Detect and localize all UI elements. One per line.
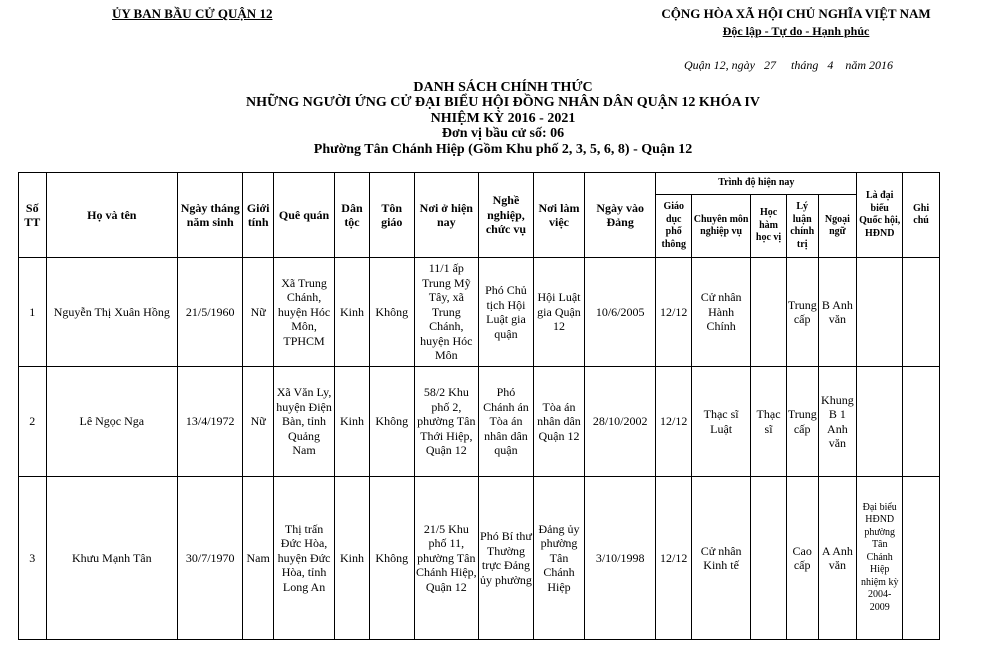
col-language: Ngoại ngữ (818, 195, 857, 258)
title-official-list: DANH SÁCH CHÍNH THỨC (413, 80, 593, 95)
cell-general-edu: 12/12 (656, 258, 692, 367)
cell-ethnicity: Kinh (335, 477, 370, 640)
cell-hometown: Xã Văn Ly, huyện Điện Bàn, tỉnh Quảng Nam (273, 367, 334, 477)
cell-workplace: Hội Luật gia Quận 12 (534, 258, 585, 367)
col-political: Lý luận chính trị (786, 195, 818, 258)
title-term: NHIỆM KỲ 2016 - 2021 (430, 110, 576, 126)
table-row (19, 258, 940, 367)
cell-job: Phó Bí thư Thường trực Đảng ủy phường (478, 477, 533, 640)
col-education-group: Trình độ hiện nay (656, 173, 857, 195)
cell-gender: Nữ (243, 367, 274, 477)
cell-stt: 2 (19, 367, 47, 477)
cell-note (903, 477, 940, 640)
cell-name: Nguyễn Thị Xuân Hồng (46, 258, 178, 367)
title-electoral-unit: Đơn vị bầu cử số: 06 (441, 126, 565, 142)
cell-specialty: Thạc sĩ Luật (692, 367, 751, 477)
table-row (19, 477, 940, 640)
col-hometown: Quê quán (273, 173, 334, 258)
table-row (19, 367, 940, 477)
col-job: Nghề nghiệp, chức vụ (478, 173, 533, 258)
cell-specialty: Cử nhân Kinh tế (692, 477, 751, 640)
title-ward: Phường Tân Chánh Hiệp (Gồm Khu phố 2, 3, 5, 6, 8) - Quận 12 (313, 141, 693, 157)
col-residence: Nơi ở hiện nay (414, 173, 478, 258)
cell-language: B Anh văn (818, 258, 857, 367)
cell-delegate (857, 258, 903, 367)
col-workplace: Nơi làm việc (534, 173, 585, 258)
cell-job: Phó Chánh án Tòa án nhân dân quận (478, 367, 533, 477)
cell-language: Khung B 1 Anh văn (818, 367, 857, 477)
col-stt: Số TT (19, 173, 47, 258)
cell-name: Lê Ngọc Nga (46, 367, 178, 477)
cell-delegate: Đại biểu HĐND phường Tân Chánh Hiệp nhiệm kỳ 2004-2009 (857, 477, 903, 640)
cell-dob: 13/4/1972 (178, 367, 243, 477)
cell-academic (751, 258, 787, 367)
cell-workplace: Tòa án nhân dân Quận 12 (534, 367, 585, 477)
cell-residence: 21/5 Khu phố 11, phường Tân Chánh Hiệp, Quận 12 (414, 477, 478, 640)
col-name: Họ và tên (46, 173, 178, 258)
col-specialty: Chuyên môn nghiệp vụ (692, 195, 751, 258)
cell-note (903, 258, 940, 367)
cell-religion: Không (369, 258, 414, 367)
col-party-date: Ngày vào Đảng (584, 173, 655, 258)
election-committee-name: ỦY BAN BẦU CỬ QUẬN 12 (112, 6, 273, 21)
cell-stt: 1 (19, 258, 47, 367)
cell-general-edu: 12/12 (656, 367, 692, 477)
cell-stt: 3 (19, 477, 47, 640)
cell-academic: Thạc sĩ (751, 367, 787, 477)
title-candidates: NHỮNG NGƯỜI ỨNG CỬ ĐẠI BIỂU HỘI ĐỒNG NHÂN DÂN QUẬN 12 KHÓA IV (246, 95, 760, 111)
table-body (19, 258, 940, 640)
cell-ethnicity: Kinh (335, 258, 370, 367)
document-date: Quận 12, ngày 27 tháng 4 năm 2016 (684, 58, 893, 72)
col-general-edu: Giáo dục phổ thông (656, 195, 692, 258)
national-motto: Độc lập - Tự do - Hạnh phúc (722, 24, 870, 38)
candidate-table (18, 172, 940, 640)
cell-workplace: Đảng ủy phường Tân Chánh Hiệp (534, 477, 585, 640)
col-academic: Học hàm học vị (751, 195, 787, 258)
cell-name: Khưu Mạnh Tân (46, 477, 178, 640)
national-header (640, 6, 952, 39)
cell-religion: Không (369, 367, 414, 477)
cell-academic (751, 477, 787, 640)
cell-gender: Nữ (243, 258, 274, 367)
cell-political: Trung cấp (786, 258, 818, 367)
cell-gender: Nam (243, 477, 274, 640)
col-note: Ghi chú (903, 173, 940, 258)
col-ethnicity: Dân tộc (335, 173, 370, 258)
cell-party-date: 3/10/1998 (584, 477, 655, 640)
col-religion: Tôn giáo (369, 173, 414, 258)
col-delegate: Là đại biểu Quốc hội, HĐND (857, 173, 903, 258)
cell-ethnicity: Kinh (335, 367, 370, 477)
cell-political: Cao cấp (786, 477, 818, 640)
cell-language: A Anh văn (818, 477, 857, 640)
cell-dob: 21/5/1960 (178, 258, 243, 367)
col-dob: Ngày tháng năm sinh (178, 173, 243, 258)
col-gender: Giới tính (243, 173, 274, 258)
cell-hometown: Thị trấn Đức Hòa, huyện Đức Hòa, tỉnh Long An (273, 477, 334, 640)
cell-dob: 30/7/1970 (178, 477, 243, 640)
cell-religion: Không (369, 477, 414, 640)
cell-note (903, 367, 940, 477)
cell-specialty: Cử nhân Hành Chính (692, 258, 751, 367)
cell-hometown: Xã Trung Chánh, huyện Hóc Môn, TPHCM (273, 258, 334, 367)
country-name: CỘNG HÒA XÃ HỘI CHỦ NGHĨA VIỆT NAM (661, 6, 931, 21)
cell-political: Trung cấp (786, 367, 818, 477)
cell-party-date: 10/6/2005 (584, 258, 655, 367)
cell-residence: 11/1 ấp Trung Mỹ Tây, xã Trung Chánh, huyện Hóc Môn (414, 258, 478, 367)
cell-delegate (857, 367, 903, 477)
document-titles (0, 80, 1006, 157)
cell-party-date: 28/10/2002 (584, 367, 655, 477)
cell-residence: 58/2 Khu phố 2, phường Tân Thới Hiệp, Quận 12 (414, 367, 478, 477)
table-header (19, 173, 940, 258)
cell-general-edu: 12/12 (656, 477, 692, 640)
cell-job: Phó Chủ tịch Hội Luật gia quận (478, 258, 533, 367)
